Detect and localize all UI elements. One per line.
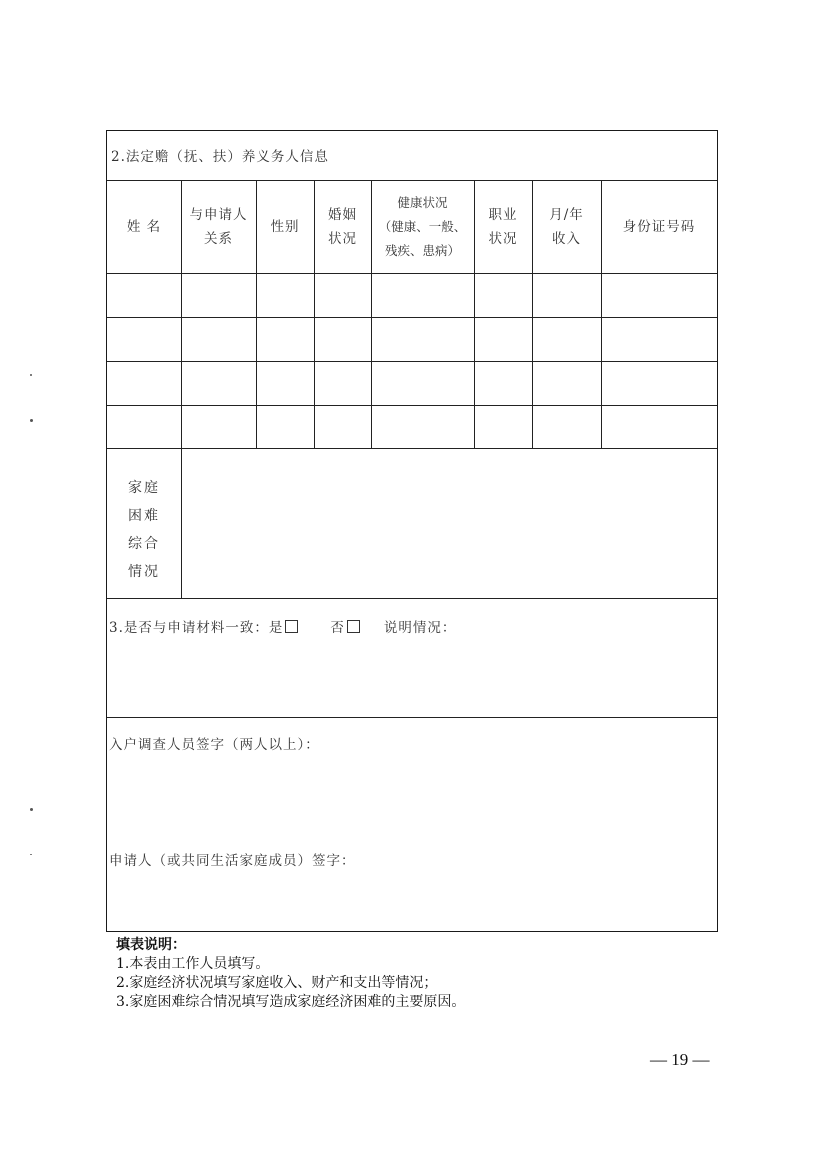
table-cell[interactable] — [476, 275, 530, 315]
table-cell[interactable] — [316, 275, 369, 315]
form-instructions — [116, 936, 465, 1012]
label-line: 综合 — [128, 536, 160, 552]
column-header-health — [371, 180, 474, 273]
table-cell[interactable] — [316, 407, 369, 446]
table-cell[interactable] — [534, 319, 599, 359]
table-cell[interactable] — [534, 407, 599, 446]
consistency-label: 3.是否与申请材料一致： — [109, 620, 269, 636]
yes-checkbox[interactable] — [285, 620, 298, 633]
table-cell[interactable] — [534, 275, 599, 315]
label-line: 情况 — [128, 564, 160, 580]
header-line: 职业 — [488, 206, 518, 223]
column-header-id-number — [601, 180, 717, 273]
column-header-marital — [314, 180, 371, 273]
table-cell[interactable] — [534, 363, 599, 403]
explain-label: 说明情况： — [383, 620, 457, 636]
investigator-signature-field[interactable] — [109, 761, 715, 841]
table-cell[interactable] — [109, 275, 179, 315]
column-header-gender — [256, 180, 314, 273]
form-table — [106, 130, 718, 932]
header-line: 婚姻 — [328, 206, 357, 223]
header-line: 状况 — [488, 230, 518, 247]
hardship-label — [107, 474, 181, 586]
header-line: 身份证号码 — [622, 218, 696, 235]
applicant-signature-field[interactable] — [109, 876, 715, 928]
table-cell[interactable] — [258, 319, 312, 359]
column-header-name — [107, 180, 181, 273]
table-cell[interactable] — [373, 363, 472, 403]
column-header-income — [532, 180, 601, 273]
column-header-relation — [181, 180, 256, 273]
header-line: 月/年 — [549, 206, 584, 223]
applicant-signature-label: 申请人（或共同生活家庭成员）签字： — [109, 853, 356, 869]
header-line: 与申请人 — [189, 206, 248, 223]
table-cell[interactable] — [316, 319, 369, 359]
label-line: 家庭 — [128, 480, 160, 496]
table-cell[interactable] — [183, 275, 254, 315]
table-cell[interactable] — [603, 363, 715, 403]
table-cell[interactable] — [476, 363, 530, 403]
header-line: 姓 名 — [126, 218, 162, 235]
instructions-title: 填表说明： — [116, 937, 186, 953]
section2-title: 2.法定赡（抚、扶）养义务人信息 — [111, 149, 329, 165]
table-cell[interactable] — [183, 363, 254, 403]
no-checkbox[interactable] — [347, 620, 360, 633]
header-line: 收入 — [552, 230, 581, 247]
scan-speck — [30, 374, 32, 376]
header-line: 状况 — [328, 230, 357, 247]
divider — [107, 405, 717, 406]
table-cell[interactable] — [476, 319, 530, 359]
table-cell[interactable] — [603, 275, 715, 315]
table-cell[interactable] — [258, 275, 312, 315]
table-cell[interactable] — [258, 363, 312, 403]
consistency-question — [109, 620, 456, 636]
hardship-field[interactable] — [183, 450, 716, 596]
table-cell[interactable] — [258, 407, 312, 446]
column-header-occupation — [474, 180, 532, 273]
explain-field[interactable] — [109, 641, 715, 715]
divider — [107, 317, 717, 318]
table-cell[interactable] — [373, 407, 472, 446]
table-cell[interactable] — [603, 319, 715, 359]
investigator-signature-label: 入户调查人员签字（两人以上）： — [109, 737, 320, 753]
header-line: （健康、一般、 — [378, 218, 467, 234]
header-line: 残疾、患病） — [384, 242, 460, 258]
table-cell[interactable] — [109, 407, 179, 446]
label-line: 困难 — [128, 508, 160, 524]
divider — [107, 273, 717, 274]
divider — [107, 598, 717, 599]
scan-speck — [30, 808, 33, 811]
header-line: 性别 — [270, 218, 300, 235]
table-cell[interactable] — [109, 363, 179, 403]
table-cell[interactable] — [316, 363, 369, 403]
header-line: 关系 — [204, 230, 233, 247]
table-cell[interactable] — [476, 407, 530, 446]
yes-label: 是 — [268, 620, 284, 636]
instruction-item: 2.家庭经济状况填写家庭收入、财产和支出等情况； — [116, 975, 438, 991]
table-cell[interactable] — [603, 407, 715, 446]
instruction-item: 3.家庭困难综合情况填写造成家庭经济困难的主要原因。 — [116, 994, 466, 1010]
page-number: — 19 — — [650, 1050, 710, 1069]
divider — [107, 448, 717, 449]
instruction-item: 1.本表由工作人员填写。 — [116, 956, 270, 972]
divider — [107, 717, 717, 718]
no-label: 否 — [330, 620, 345, 636]
scan-speck — [30, 419, 33, 422]
table-cell[interactable] — [373, 319, 472, 359]
table-cell[interactable] — [183, 407, 254, 446]
table-cell[interactable] — [109, 319, 179, 359]
divider — [107, 361, 717, 362]
table-cell[interactable] — [183, 319, 254, 359]
header-line: 健康状况 — [397, 194, 448, 210]
scan-speck — [30, 854, 32, 855]
table-cell[interactable] — [373, 275, 472, 315]
